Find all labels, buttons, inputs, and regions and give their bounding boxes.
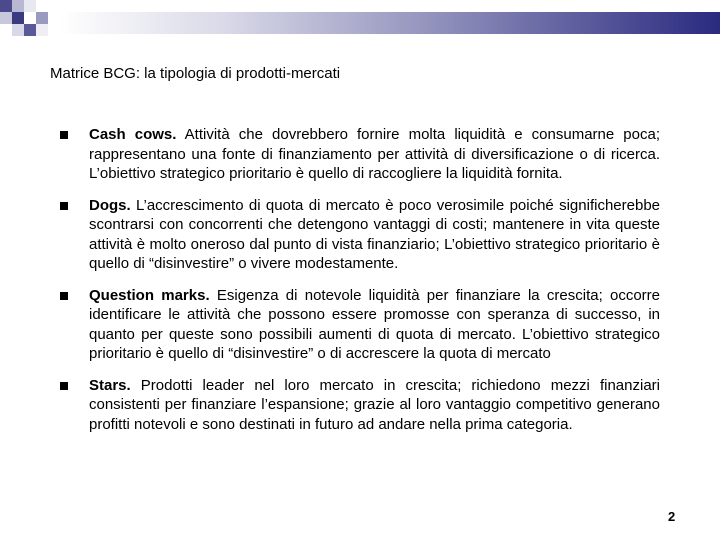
bullet-item: [60, 125, 660, 184]
deco-square: [36, 24, 48, 36]
bullet-term: Dogs.: [89, 196, 131, 214]
bullet-term: Cash cows.: [89, 126, 177, 143]
bullet-text: Prodotti leader nel loro mercato in crescita; richiedono mezzi finanziari consistenti per finanziare l’espansione; grazie al loro vantaggio competitivo generano profitti notevoli e sono destinati in futuro ad andare nella prima categoria.: [89, 376, 660, 433]
deco-square: [24, 24, 36, 36]
square-bullet-icon: [60, 131, 68, 139]
bullet-term: Stars.: [89, 376, 131, 394]
bullet-text: Esigenza di notevole liquidità per finanziare la crescita; occorre identificare le attività che possono essere promosse con speranza di successo, in quanto per queste sono possibili aumenti di quota di mercato. L’obiettivo strategico prioritario è quello di “disinvestire” o di accrescere la quota di mercato: [89, 286, 660, 362]
deco-square: [12, 0, 24, 12]
page-number: 2: [668, 509, 676, 524]
square-bullet-icon: [60, 202, 68, 210]
header-decoration: [0, 0, 720, 50]
header-gradient-bar: [60, 12, 720, 34]
bullet-term: Question marks.: [89, 286, 210, 304]
bullet-list: [60, 125, 660, 446]
bullet-item: [60, 196, 660, 274]
bullet-item: [60, 286, 660, 364]
deco-square: [24, 0, 36, 12]
bullet-text: L’accrescimento di quota di mercato è poco verosimile poiché significherebbe scontrarsi con concorrenti che detengono vantaggi di costi; mantenere in vita queste attività è molto oneroso dal punto di vista finanziario; L’obiettivo strategico prioritario è quello di “disinvestire” o vivere modestamente.: [89, 196, 660, 272]
slide-title: Matrice BCG: la tipologia di prodotti-mercati: [50, 65, 341, 82]
deco-square: [12, 24, 24, 36]
deco-square: [36, 12, 48, 24]
bullet-text: Attività che dovrebbero fornire molta liquidità e consumarne poca; rappresentano una fonte di finanziamento per attività di diversificazione o di ricerca. L’obiettivo strategico prioritario è quello di raccogliere la liquidità fornita.: [89, 126, 660, 182]
deco-square: [12, 12, 24, 24]
square-bullet-icon: [60, 292, 68, 300]
deco-square: [0, 12, 12, 24]
bullet-item: [60, 376, 660, 435]
square-bullet-icon: [60, 382, 68, 390]
deco-square: [0, 0, 12, 12]
